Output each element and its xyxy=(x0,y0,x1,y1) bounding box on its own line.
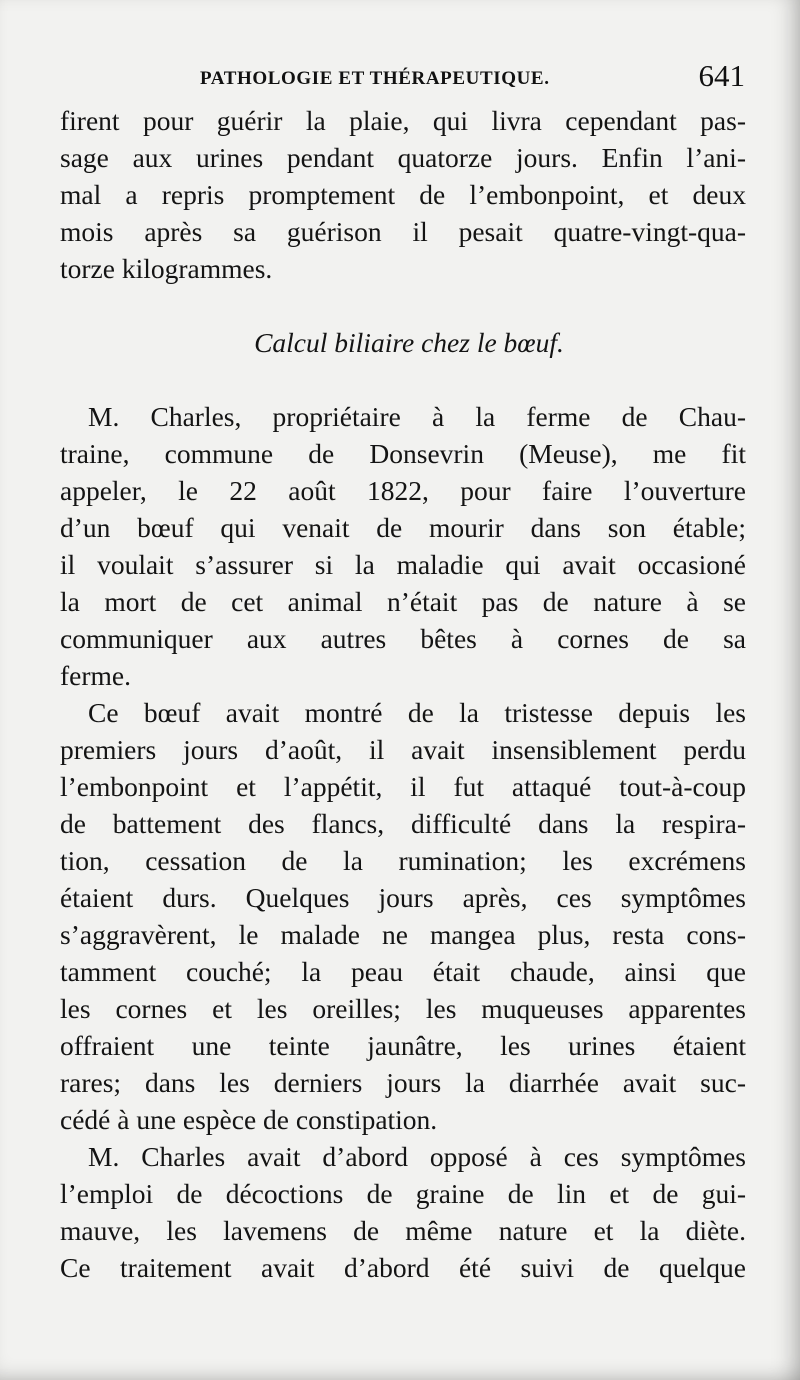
text-line: étaient durs. Quelques jours après, ces symptômes xyxy=(60,882,746,913)
text-line: ferme. xyxy=(60,660,131,691)
text-line: traine, commune de Donsevrin (Meuse), me fit xyxy=(60,438,746,469)
text-line: firent pour guérir la plaie, qui livra cependant pas- xyxy=(60,105,746,136)
text-line: Ce bœuf avait montré de la tristesse depuis les xyxy=(88,697,746,728)
text-line: cédé à une espèce de constipation. xyxy=(60,1104,438,1135)
text-line: s’aggravèrent, le malade ne mangea plus, resta cons- xyxy=(60,919,746,950)
text-line: les cornes et les oreilles; les muqueuses apparentes xyxy=(60,993,746,1024)
page-header xyxy=(200,58,745,94)
text-line: l’embonpoint et l’appétit, il fut attaqué tout-à-coup xyxy=(60,771,746,802)
text-line: de battement des flancs, difficulté dans la respira- xyxy=(60,808,746,839)
text-line: sage aux urines pendant quatorze jours. Enfin l’ani- xyxy=(60,142,746,173)
text-line: la mort de cet animal n’était pas de nature à se xyxy=(60,586,746,617)
text-line: premiers jours d’août, il avait insensiblement perdu xyxy=(60,734,746,765)
text-line: torze kilogrammes. xyxy=(60,253,273,284)
section-title: Calcul biliaire chez le bœuf. xyxy=(254,327,564,358)
text-line: il voulait s’assurer si la maladie qui avait occasioné xyxy=(60,549,746,580)
text-line: appeler, le 22 août 1822, pour faire l’ouverture xyxy=(60,475,746,506)
text-line: l’emploi de décoctions de graine de lin et de gui- xyxy=(60,1178,746,1209)
text-line: d’un bœuf qui venait de mourir dans son étable; xyxy=(60,512,746,543)
text-line: tion, cessation de la rumination; les excrémens xyxy=(60,845,746,876)
text-line: rares; dans les derniers jours la diarrhée avait suc- xyxy=(60,1067,746,1098)
text-line: mauve, les lavemens de même nature et la diète. xyxy=(60,1215,746,1246)
paragraph-2 xyxy=(60,398,746,694)
paragraph-4 xyxy=(60,1138,746,1286)
paragraph-1 xyxy=(60,102,746,287)
text-line: tamment couché; la peau était chaude, ainsi que xyxy=(60,956,746,987)
running-head: PATHOLOGIE ET THÉRAPEUTIQUE. xyxy=(200,68,550,89)
text-line: offraient une teinte jaunâtre, les urines étaient xyxy=(60,1030,746,1061)
body-text xyxy=(60,102,746,1286)
paragraph-3 xyxy=(60,694,746,1138)
text-line: mal a repris promptement de l’embonpoint, et deux xyxy=(60,179,746,210)
text-line: M. Charles, propriétaire à la ferme de Chau- xyxy=(88,401,746,432)
text-line: M. Charles avait d’abord opposé à ces symptômes xyxy=(88,1141,746,1172)
text-line: mois après sa guérison il pesait quatre-vingt-qua- xyxy=(60,216,746,247)
text-line: communiquer aux autres bêtes à cornes de sa xyxy=(60,623,746,654)
page-number: 641 xyxy=(698,58,745,93)
text-line: Ce traitement avait d’abord été suivi de quelque xyxy=(60,1252,746,1283)
